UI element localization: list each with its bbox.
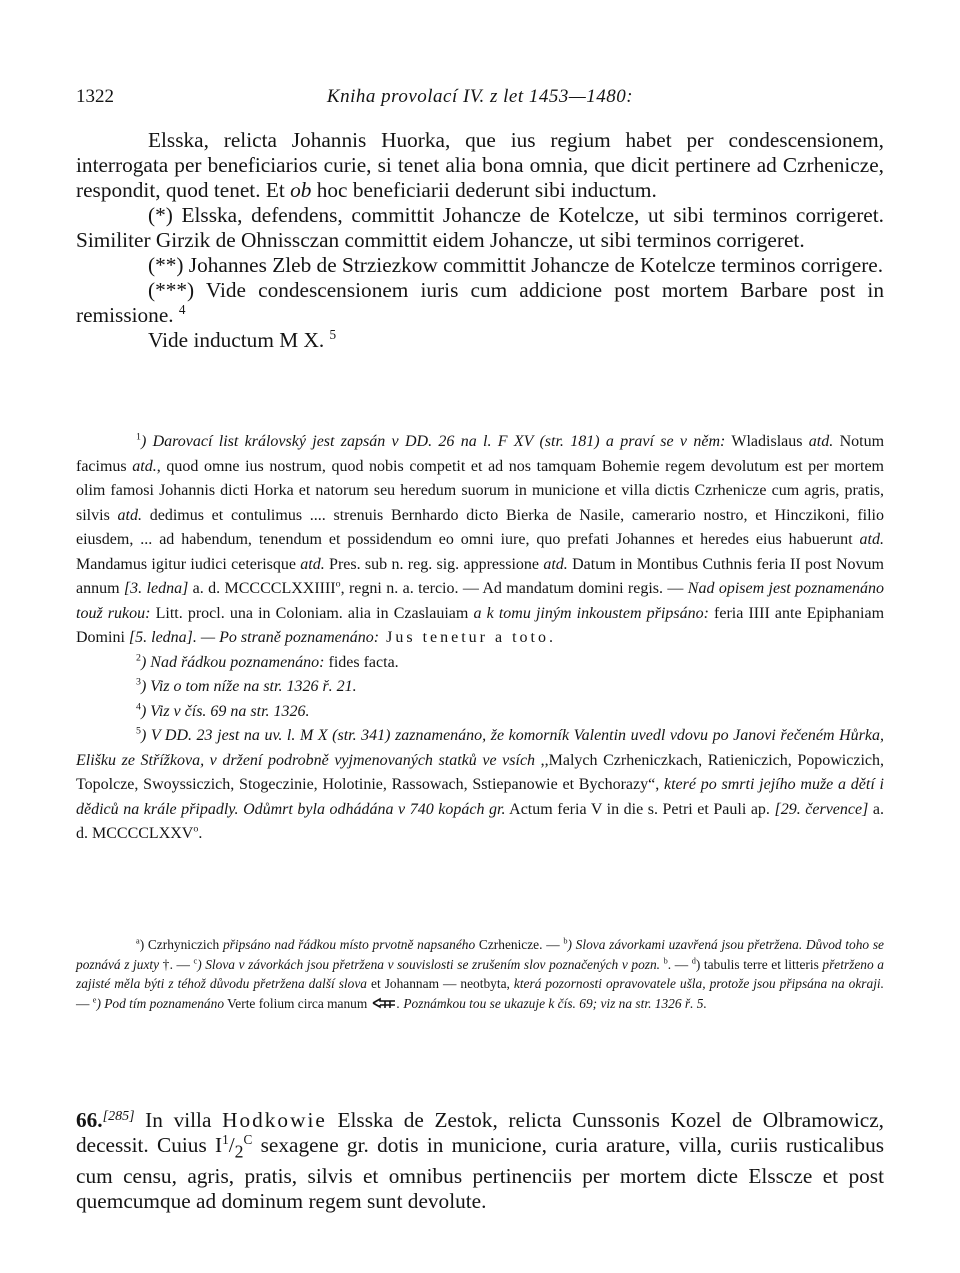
text-span: která pozornosti opravovatele ušla, protože jsou připsána na okraji. [513,976,884,992]
text-span: o [335,578,341,590]
text-span: ) V DD. 23 jest na uv. l. M X (str. 341) zaznamenáno, že komorník Valentin uvedl vdovu po Janovi řečeném Hůrka, Elišku ze Střížkova, v držení podrobně vyjmenovaných statků ve vsích [76,727,884,769]
text-span: (***) Vide condescensionem iuris cum addicione post mortem Barbare post in remissione. [76,278,884,327]
text-span: hoc beneficiarii dederunt sibi inductum. [311,178,657,202]
note-marker-d: d [691,956,696,966]
note-marker-b: b [563,936,568,946]
footnote-2 [76,651,884,676]
text-span: Actum feria V in die s. Petri et Pauli ap. [505,800,775,818]
text-span: ,,Malych Czrheniczkach, Ratieniczich, Popowiczich, Topolcze, Swoyssiczich, Stogeczinie, Holotinie, Rassowach, Sstiepanowie et Bychorazy“, [76,751,884,793]
text-span: ) Nad řádkou poznamenáno: [140,653,325,671]
text-span: [3. ledna] [123,580,189,597]
note-marker-a: a [136,936,140,946]
text-span: . [198,825,203,842]
page-number: 1322 [76,86,114,107]
text-span: b [663,956,668,966]
text-span: Notum facimus [76,433,885,475]
text-span: et Johannam — neotbyta, [367,976,514,992]
main-text [76,128,884,353]
text-span: atd. [543,555,568,573]
text-span: atd. [132,457,157,475]
pointing-hand-icon [371,997,397,1009]
text-span: ) Czrhyniczich [139,937,223,952]
paragraph-defendens: (*) Elsska, defendens, committit Johancze de Kotelcze, ut sibi terminos corrigeret. Similiter Girzik de Ohnissczan committit eidem Johancze, ut sibi terminos corrigeret. [76,203,884,252]
place-name: Hodkowie [222,1108,327,1132]
text-span: Mandamus igitur iudici ceterisque [76,555,301,573]
text-span: 1 [222,1131,229,1147]
footnotes [76,430,884,847]
text-span: feria IIII ante Epiphaniam Domini [76,604,885,646]
footnote-marker: 4 [136,701,141,713]
text-span: sexagene gr. dotis in municione, curia arature, villa, curiis rusticalibus cum censu, agris, pratis, silvis et omnibus pertinenciis per mortem dicte Elsscze et post quemcumque ad dominum regem sunt devolute. [76,1133,885,1214]
text-span: fides facta. [324,653,399,671]
text-span: ) Viz v čís. 69 na str. 1326. [140,702,310,720]
note-marker-e: e [92,995,97,1005]
paragraph-vide-inductum [76,328,884,353]
footnote-marker: 2 [136,652,141,664]
text-span: které po smrti jejího muže a dětí i dědiců na krále připadly. Odůmrt byla odhádána v 740 kopách gr. [76,776,885,818]
text-span: ) Pod tím poznamenáno [96,995,225,1011]
running-title: Kniha provolací IV. z let 1453—1480: [326,86,634,107]
text-span: Czrhenicze. — [475,937,564,952]
footnote-ref-5: 5 [329,326,337,342]
text-span: Elsska de Zestok, relicta Cunssonis Kozel de Olbramowicz, decessit. Cuius I [76,1108,884,1157]
text-span: †. — [159,956,194,972]
textual-note-block [76,935,884,1013]
text-span: o [193,823,199,835]
note-marker-c: c [193,956,198,966]
text-span: C [243,1131,253,1147]
entry-paragraph [76,1104,884,1214]
text-span: [29. července] [774,800,869,818]
text-span: připsáno nad řádkou místo prvotně napsaného [222,937,476,952]
paragraph-elsska-interrogation [76,128,884,203]
text-span: Wladislaus [725,433,809,450]
entry-66 [76,1104,884,1214]
footnote-marker: 5 [136,725,141,737]
footnote-4 [76,700,884,725]
text-span: atd. [859,531,884,548]
text-span: přetrženo a zajisté měla býti z téhož důvodu přetržena další slova [76,956,884,992]
paragraph-condescensio [76,278,884,328]
text-span: ) Slova závorkami uzavřená jsou přetržena. Důvod toho se poznává z juxty [76,937,884,972]
text-span: Jus tenetur a toto. [379,629,556,646]
text-span: a. d. MCCCCLXXV [76,800,884,842]
footnote-3 [76,675,884,700]
text-span: ob [290,178,312,202]
text-span: Verte folium circa manum [224,995,371,1011]
textual-notes [76,935,884,1013]
entry-reference: [285] [102,1109,135,1124]
paragraph-johannes-zleb: (**) Johannes Zleb de Strziezkow committit Johancze de Kotelcze terminos corrigere. [148,253,884,277]
text-span: atd. [300,555,325,573]
text-span: ) Viz o tom níže na str. 1326 ř. 21. [140,678,357,695]
footnote-1 [76,430,884,651]
footnote-ref-4: 4 [178,301,186,317]
text-span: . Poznámkou tou se ukazuje k čís. 69; viz na str. 1326 ř. 5. [396,995,707,1011]
text-span: ) Darovací list královský jest zapsán v DD. 26 na l. F XV (str. 181) a praví se v něm: [140,433,726,450]
text-span: In villa [134,1108,223,1132]
text-span: Nad opisem jest poznamenáno touž rukou: [76,580,884,622]
text-span: Pres. sub n. reg. sig. appressione [324,555,544,573]
text-span: a k tomu jiným inkoustem připsáno: [473,604,709,622]
text-span: atd. [117,506,142,524]
footnote-marker: 3 [136,676,141,688]
text-span: ) tabulis terre et litteris [695,956,823,972]
page-header [76,86,884,112]
text-span: Datum in Montibus Cuthnis feria II post Novum annum [76,555,884,597]
text-span: dedimus et contulimus .... strenuis Bernhardo dicto Bierka de Nasile, camerario nostro, et Hinczikoni, filio eiusdem, ... ad habendum, tenendum et possidendum eo omni iure, quo prefati Johannes et heredes eius habuerunt [76,506,884,548]
text-span: ) Slova v závorkách jsou přetržena v souvislosti se zrušením slov poznačených v pozn. [197,956,664,972]
footnote-marker: 1 [136,431,141,443]
text-span: a. d. MCCCCLXXIIII [188,580,336,597]
entry-number: 66. [76,1108,103,1132]
text-span: — [76,995,93,1011]
text-span: atd. [808,433,834,450]
text-span: , quod omne ius nostrum, quod nobis competit et ad nos tamquam Bohemie regem devolutum est per mortem olim famosi Johannis dicti Horka et natorum seu heredum suorum in municione et villa dictis Czrhenicze cum agris, pratis, silvis [76,457,884,524]
text-span: . — [667,956,692,972]
text-span: Vide inductum M X. [148,328,325,352]
text-span: 2 [234,1141,244,1162]
text-span: Litt. procl. una in Coloniam. alia in Czaslauiam [150,604,474,622]
text-span: [5. ledna]. — Po straně poznamenáno: [128,629,380,646]
text-span: / [228,1133,235,1157]
footnote-5 [76,724,884,847]
text-span: Elsska, relicta Johannis Huorka, que ius regium habet per condescensionem, interrogata per beneficiarios curie, si tenet alia bona omnia, que dicit pertinere ad Czrhenicze, respondit, quod tenet. Et [76,128,884,202]
text-span: , regni n. a. tercio. — Ad mandatum domini regis. — [340,580,688,597]
